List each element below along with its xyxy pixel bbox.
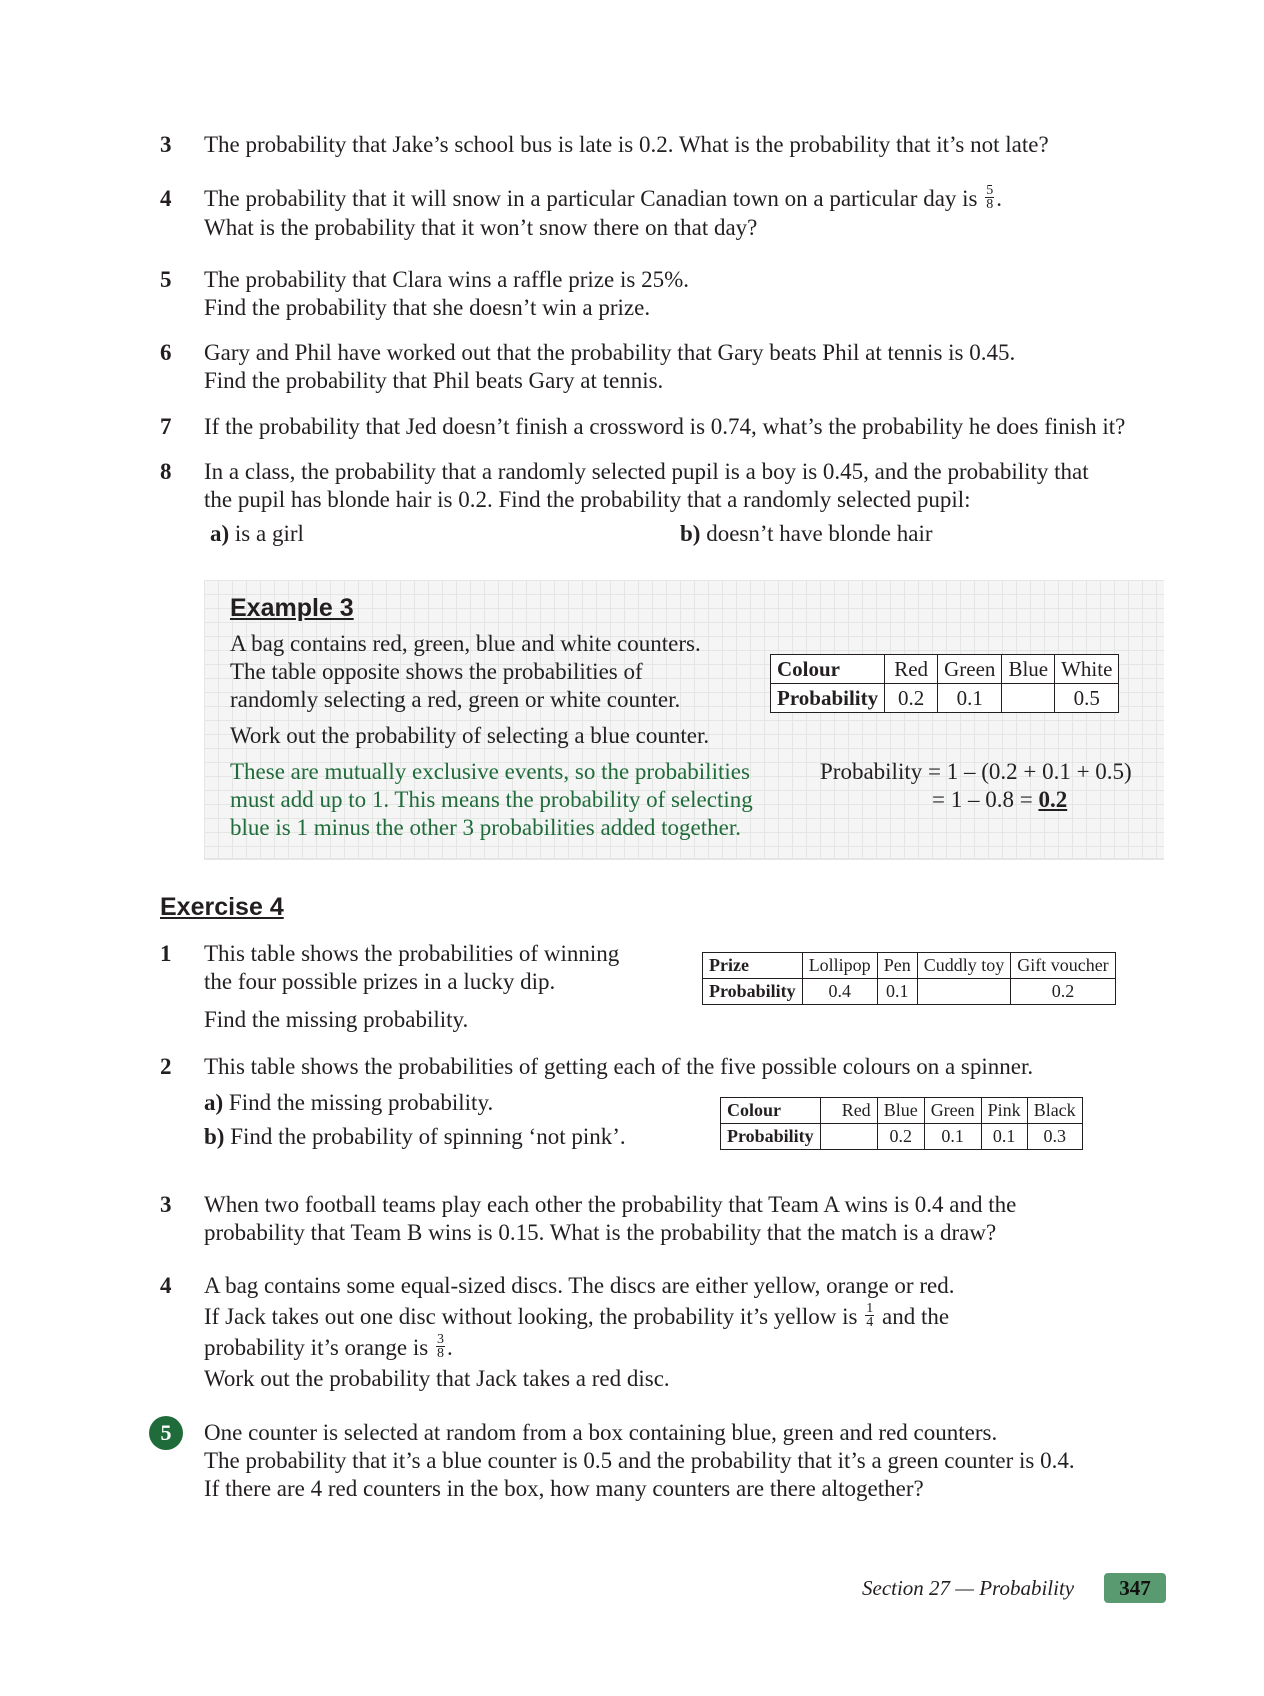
working-line-1: Probability = 1 – (0.2 + 0.1 + 0.5) — [820, 759, 1132, 784]
table-cell: 0.4 — [802, 979, 877, 1005]
table-row — [703, 979, 1116, 1005]
question-number: 4 — [160, 186, 172, 211]
table-cell: Blue — [1002, 655, 1055, 684]
question-text: If the probability that Jed doesn’t finish a crossword is 0.74, what’s the probability he does finish it? — [204, 414, 1126, 439]
example-probability-table — [770, 654, 1119, 713]
table-row — [721, 1098, 1083, 1124]
question-text-line: What is the probability that it won’t snow there on that day? — [204, 215, 758, 241]
question-text: Gary and Phil have worked out that the probability that Gary beats Phil at tennis is 0.45. Find the probability that Phil beats Gary at tennis. — [204, 340, 1016, 393]
table-cell: Cuddly toy — [917, 953, 1011, 979]
table-cell: Colour — [721, 1098, 821, 1124]
table-cell: Probability — [721, 1124, 821, 1150]
question-number: 7 — [160, 414, 172, 439]
question-text: This table shows the probabilities of winning the four possible prizes in a lucky dip. Find the missing probability. — [204, 941, 620, 1032]
exercise-title: Exercise 4 — [160, 893, 284, 921]
question-text: The probability that Clara wins a raffle prize is 25%. Find the probability that she doesn’t win a prize. — [204, 267, 689, 320]
table-cell — [1002, 684, 1055, 713]
example-box — [204, 580, 1164, 860]
part-b: b) doesn’t have blonde hair — [680, 521, 933, 546]
table-cell: Pen — [877, 953, 917, 979]
question-text: One counter is selected at random from a box containing blue, green and red counters. The probability that it’s a blue counter is 0.5 and the probability that it’s a green counter is 0.4. If there are 4 red counters in the box, how many counters are there altogether? — [204, 1420, 1075, 1501]
fraction: $\frac{1}{4}$ — [866, 1301, 874, 1331]
table-cell: 0.2 — [885, 684, 938, 713]
working-answer: 0.2 — [1038, 787, 1068, 812]
table-cell — [917, 979, 1011, 1005]
table-cell: White — [1055, 655, 1119, 684]
table-cell: Green — [924, 1098, 981, 1124]
question-number: 6 — [160, 340, 172, 365]
table-cell: Prize — [703, 953, 803, 979]
table-row — [721, 1124, 1083, 1150]
question-number: 1 — [160, 941, 172, 966]
page-number: 347 — [1104, 1573, 1166, 1603]
table-cell: Pink — [981, 1098, 1027, 1124]
table-cell: 0.1 — [981, 1124, 1027, 1150]
table-cell: 0.1 — [877, 979, 917, 1005]
question-text: When two football teams play each other the probability that Team A wins is 0.4 and the probability that Team B wins is 0.15. What is the probability that the match is a draw? — [204, 1192, 1017, 1245]
part-b: b) Find the probability of spinning ‘not pink’. — [204, 1124, 626, 1149]
question-number-badge: 5 — [149, 1416, 183, 1450]
table-cell: Lollipop — [802, 953, 877, 979]
table-cell: 0.5 — [1055, 684, 1119, 713]
question-text: The probability that Jake’s school bus is late is 0.2. What is the probability that it’s not late? — [204, 132, 1049, 157]
example-intro: A bag contains red, green, blue and white counters. The table opposite shows the probabilities of randomly selecting a red, green or white counter. — [230, 631, 701, 712]
question-number: 3 — [160, 132, 172, 157]
question-text: The probability that it will snow in a particular Canadian town on a particular day is $\frac{5}{8}$ . What is the probability that it won’t snow there on that day? — [204, 183, 1002, 241]
question-number: 4 — [160, 1273, 172, 1298]
example-task: Work out the probability of selecting a blue counter. — [230, 723, 710, 748]
table-cell: Colour — [771, 655, 885, 684]
table-cell: 0.3 — [1027, 1124, 1082, 1150]
fraction: $\frac{3}{8}$ — [436, 1332, 444, 1362]
fraction: $\frac{5}{8}$ — [986, 183, 994, 213]
table-cell: Red — [885, 655, 938, 684]
question-number: 3 — [160, 1192, 172, 1217]
example-title: Example 3 — [230, 594, 354, 622]
table-cell: 0.2 — [877, 1124, 924, 1150]
table-cell: Gift voucher — [1011, 953, 1115, 979]
section-title: Section 27 — Probability — [862, 1576, 1075, 1600]
table-cell: Probability — [771, 684, 885, 713]
table-cell: Green — [938, 655, 1002, 684]
table-cell: 0.1 — [924, 1124, 981, 1150]
question-number: 8 — [160, 459, 172, 484]
table-cell: Black — [1027, 1098, 1082, 1124]
working-line-2: = 1 – 0.8 = 0.2 — [932, 787, 1068, 812]
spinner-probability-table — [720, 1097, 1083, 1150]
table-cell: Blue — [877, 1098, 924, 1124]
table-row — [771, 684, 1119, 713]
prize-probability-table — [702, 952, 1116, 1005]
table-cell — [820, 1124, 877, 1150]
question-number: 2 — [160, 1054, 172, 1079]
question-text: In a class, the probability that a randomly selected pupil is a boy is 0.45, and the probability that the pupil has blonde hair is 0.2. Find the probability that a randomly selected pupil: — [204, 459, 1089, 512]
question-text: A bag contains some equal-sized discs. The discs are either yellow, orange or red. If Jack takes out one disc without looking, the probability it’s yellow is $\frac{1}{4}$ and the probability it’s orange is $\frac{3}{8}$ . Work out the probability that Jack takes a red disc. — [204, 1273, 955, 1392]
table-row — [703, 953, 1116, 979]
table-cell: Probability — [703, 979, 803, 1005]
part-a: a) Find the missing probability. — [204, 1090, 494, 1115]
table-row — [771, 655, 1119, 684]
example-explanation: These are mutually exclusive events, so the probabilities must add up to 1. This means the probability of selecting blue is 1 minus the other 3 probabilities added together. — [230, 759, 753, 840]
question-text-line: The probability that it will snow in a particular Canadian town on a particular day is — [204, 186, 978, 211]
table-cell: 0.1 — [938, 684, 1002, 713]
question-number: 5 — [160, 267, 172, 292]
table-cell: 0.2 — [1011, 979, 1115, 1005]
part-a: a) is a girl — [210, 521, 304, 546]
question-text: This table shows the probabilities of getting each of the five possible colours on a spinner. — [204, 1054, 1034, 1079]
table-cell: Red — [820, 1098, 877, 1124]
